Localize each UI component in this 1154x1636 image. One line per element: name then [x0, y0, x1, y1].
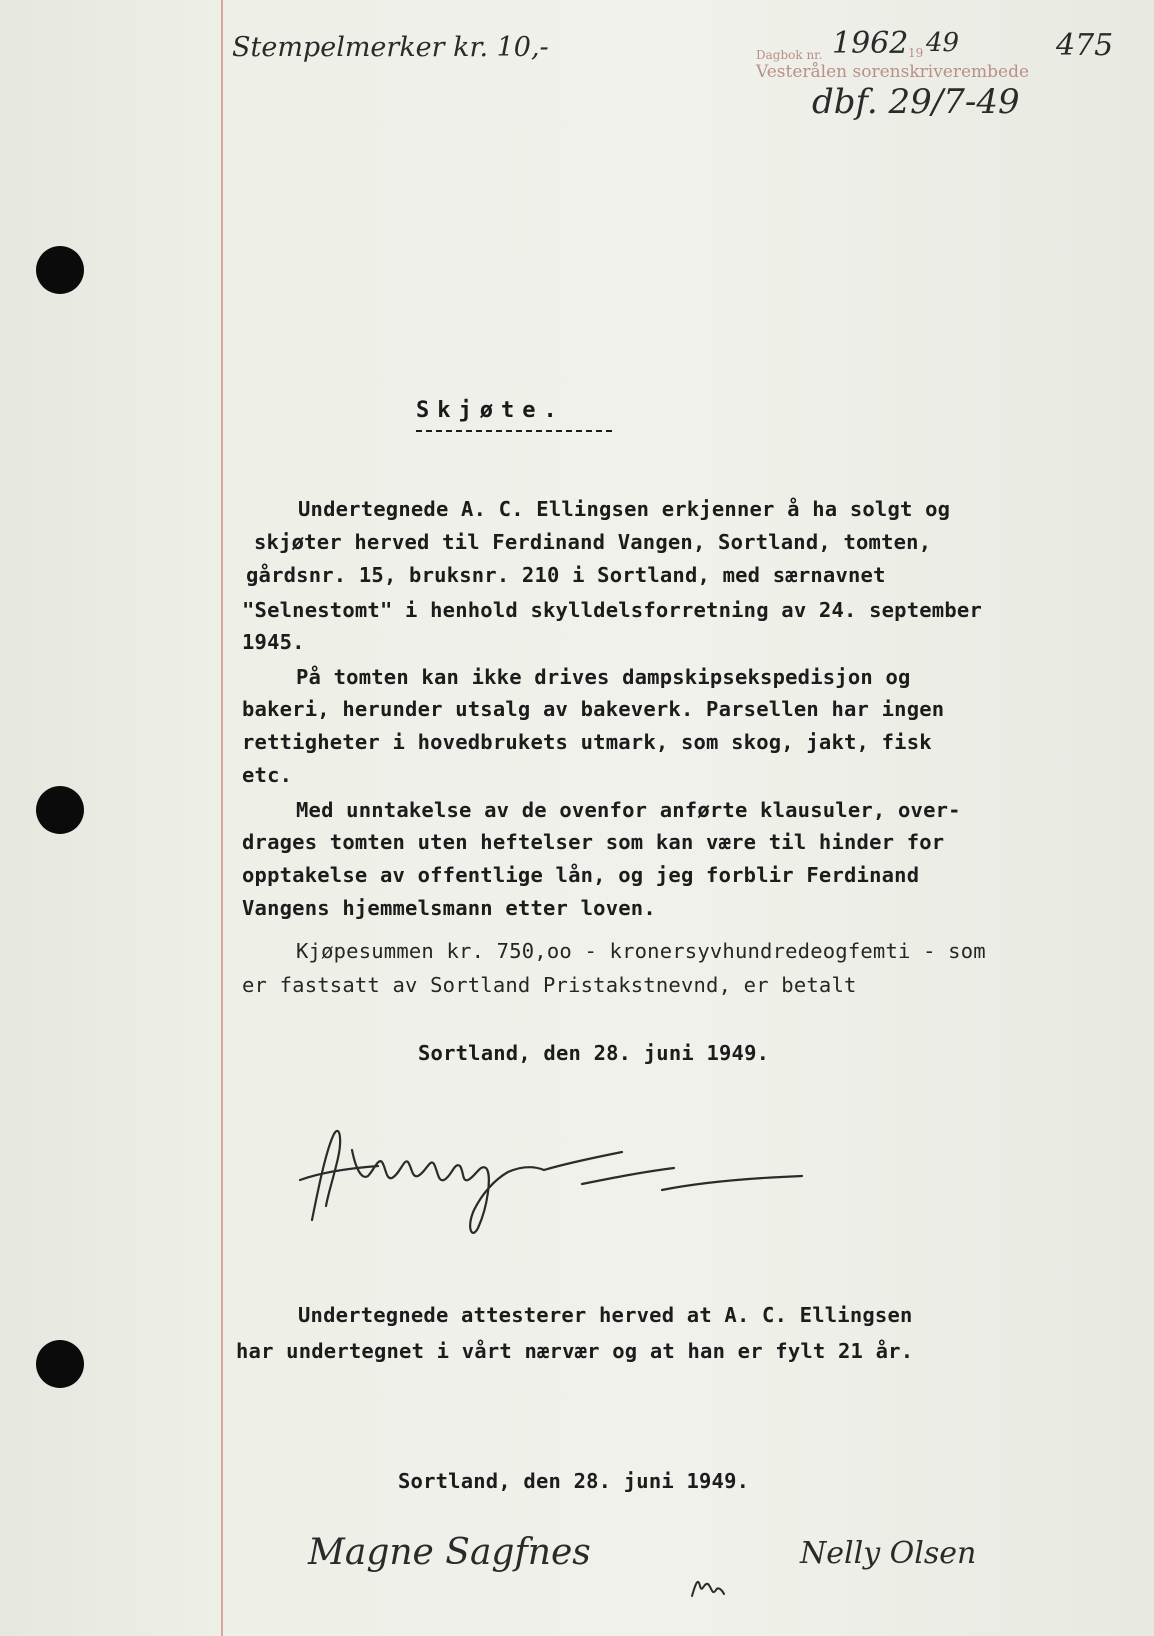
- payment-line: Kjøpesummen kr. 750,oo - kronersyvhundredeogfemti - som: [296, 939, 986, 963]
- seller-signature: [282, 1110, 812, 1240]
- document-title: Skjøte.: [416, 398, 565, 423]
- body-line: Med unntakelse av de ovenfor anførte klausuler, over-: [296, 798, 961, 822]
- attestation-line: har undertegnet i vårt nærvær og at han er fylt 21 år.: [236, 1339, 914, 1363]
- witness-signature-1: Magne Sagfnes: [308, 1532, 591, 1573]
- dagbok-year-prefix: 19: [908, 46, 924, 60]
- registration-note: dbf. 29/7-49: [812, 82, 1020, 122]
- body-line: bakeri, herunder utsalg av bakeverk. Parsellen har ingen: [242, 697, 945, 721]
- body-line: 1945.: [242, 630, 305, 654]
- body-line: På tomten kan ikke drives dampskipsekspedisjon og: [296, 665, 911, 689]
- place-date-1: Sortland, den 28. juni 1949.: [418, 1041, 770, 1065]
- office-stamp: Vesterålen sorenskriverembede: [756, 62, 1030, 82]
- body-line: skjøter herved til Ferdinand Vangen, Sortland, tomten,: [254, 530, 932, 554]
- punch-hole-bottom: [36, 1340, 84, 1388]
- payment-line: er fastsatt av Sortland Pristakstnevnd, er betalt: [242, 973, 857, 997]
- title-underline: [416, 430, 612, 432]
- body-line: drages tomten uten heftelser som kan være til hinder for: [242, 830, 945, 854]
- body-line: rettigheter i hovedbrukets utmark, som skog, jakt, fisk: [242, 730, 932, 754]
- dagbok-year: 49: [926, 28, 960, 58]
- body-line: Vangens hjemmelsmann etter loven.: [242, 896, 656, 920]
- place-date-2: Sortland, den 28. juni 1949.: [398, 1469, 750, 1493]
- red-margin-line: [221, 0, 223, 1636]
- attestation-line: Undertegnede attesterer herved at A. C. Ellingsen: [298, 1303, 913, 1327]
- body-line: "Selnestomt" i henhold skylldelsforretning av 24. september: [242, 598, 982, 622]
- stamp-duty-note: Stempelmerker kr. 10,-: [232, 32, 549, 63]
- body-line: gårdsnr. 15, bruksnr. 210 i Sortland, med særnavnet: [246, 563, 886, 587]
- body-line: opptakelse av offentlige lån, og jeg forblir Ferdinand: [242, 863, 920, 887]
- punch-hole-middle: [36, 786, 84, 834]
- punch-hole-top: [36, 246, 84, 294]
- dagbok-prefix: Dagbok nr.: [756, 48, 823, 62]
- page-number: 475: [1056, 28, 1114, 63]
- body-line: etc.: [242, 763, 293, 787]
- witness-signature-2: Nelly Olsen: [800, 1536, 977, 1571]
- witness-initials-mark: [688, 1572, 728, 1602]
- body-line: Undertegnede A. C. Ellingsen erkjenner å ha solgt og: [298, 497, 951, 521]
- dagbok-number: 1962: [832, 26, 909, 61]
